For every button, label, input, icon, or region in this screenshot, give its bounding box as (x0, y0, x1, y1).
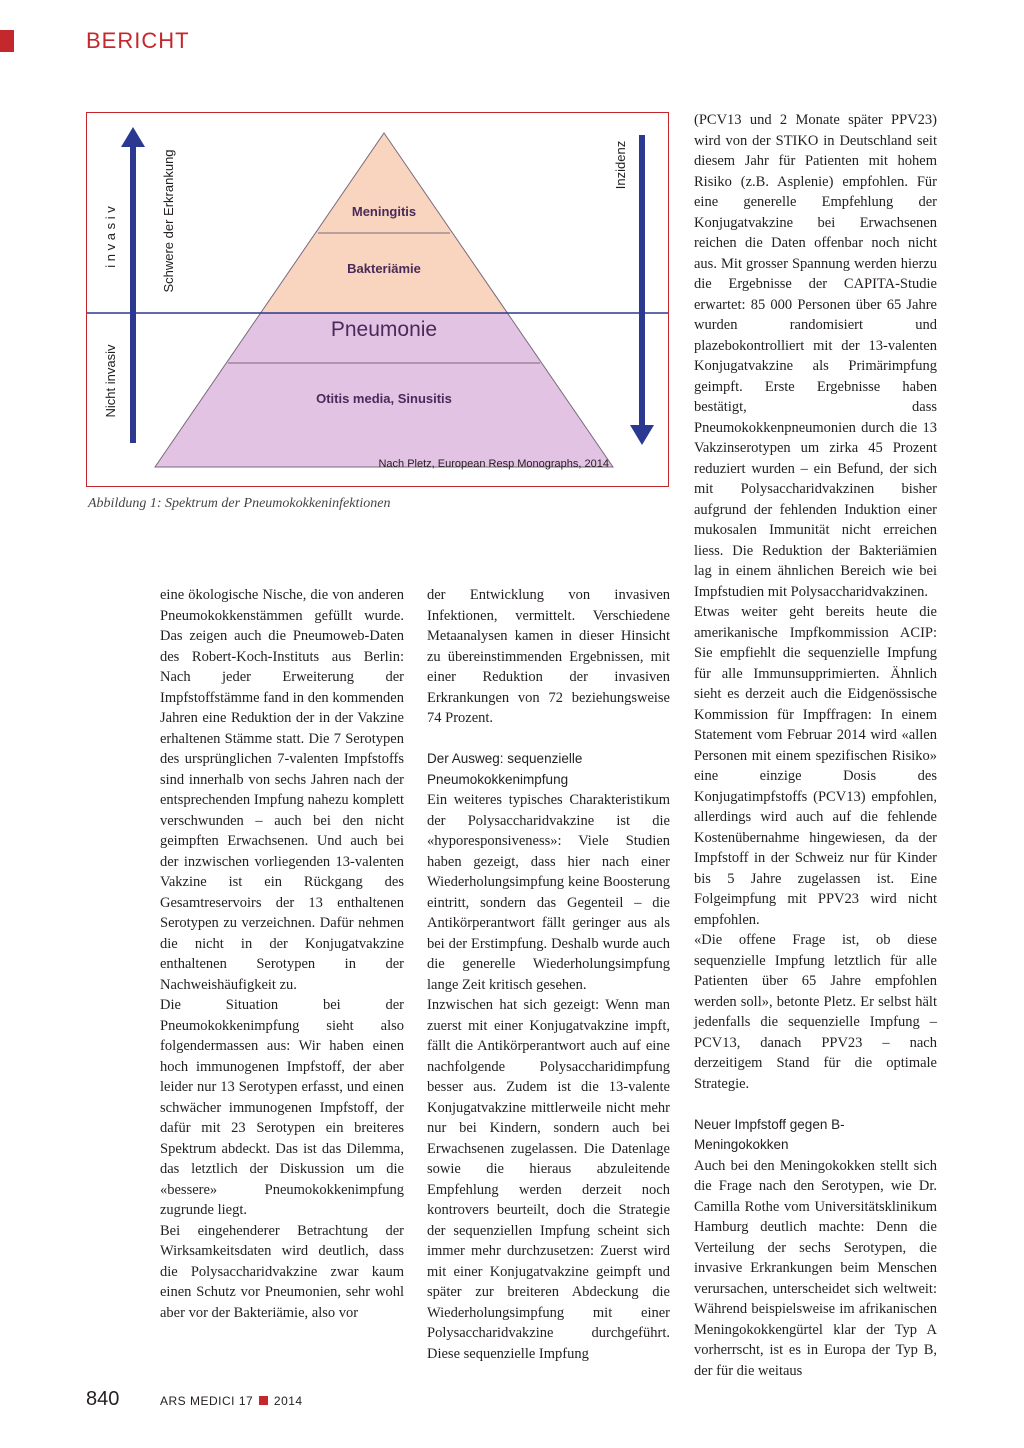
axis-label-noninvasive: Nicht invasiv (103, 344, 118, 418)
level-otitis: Otitis media, Sinusitis (316, 391, 452, 406)
figure-caption: Abbildung 1: Spektrum der Pneumokokkeninfektionen (88, 496, 391, 511)
level-bakteriaemie: Bakteriämie (347, 261, 421, 276)
axis-label-incidence: Inzidenz (613, 140, 628, 190)
paragraph: Bei eingehenderer Betrachtung der Wirksamkeitsdaten wird deutlich, dass die Polysaccharidvakzine zwar kaum einen Schutz vor Pneumonien, sehr wohl aber vor der Bakteriämie, also vor (160, 1222, 404, 1321)
section-marker (0, 30, 14, 52)
journal-name: ARS MEDICI 17 (160, 1394, 254, 1408)
page-number: 840 (86, 1388, 120, 1410)
paragraph: Ein weiteres typisches Charakteristikum der Polysaccharidvakzine ist die «hyporesponsiveness»: Viele Studien haben gezeigt, dass hier nach einer Wiederholungsimpfung keine Boosterung eintritt, sondern das Gegenteil – die Antikörperantwort fällt geringer aus als bei der Erstimpfung. Deshalb wurde auch die generelle Wiederholungsimpfung lange Zeit kritisch gesehen. (427, 792, 670, 993)
figure-pyramid (86, 112, 669, 487)
subheading: Neuer Impfstoff gegen B-Meningokokken (694, 1116, 845, 1152)
text-column-3 (694, 110, 937, 1381)
paragraph: der Entwicklung von invasiven Infektionen, vermittelt. Verschiedene Metaanalysen kamen in dieser Hinsicht zu übereinstimmenden Ergebnissen, mit einer Reduktion der invasiven Erkrankungen von 72 beziehungsweise 74 Prozent. (427, 587, 670, 726)
axis-label-invasive: i n v a s i v (103, 206, 118, 268)
paragraph: Auch bei den Meningokokken stellt sich die Frage nach den Serotypen, wie Dr. Camilla Rothe vom Universitätsklinikum Hamburg deutlich machte: Denn die Verteilung der sechs Serotypen, die invasive Erkrankungen beim Menschen verursachen, unterscheidet sich weltweit: Während beispielsweise im afrikanischen Meningokokkengürtel klar der Typ A vorherrscht, ist es in Europa der Typ B, der für die weitaus (694, 1157, 937, 1379)
paragraph: Inzwischen hat sich gezeigt: Wenn man zuerst mit einer Konjugatvakzine impft, fällt die Antikörperantwort auch auf eine nachfolgende Polysaccharidimpfung besser aus. Zudem ist die 13-valente Konjugatvakzine mittlerweile nicht mehr nur bei Kindern, sondern auch bei Erwachsenen zugelassen. Die Datenlage sowie die hieraus abzuleitende Empfehlung werden derzeit noch kontrovers beurteilt, doch die Strategie der sequenziellen Impfung scheint sich immer mehr durchzusetzen: Zuerst wird mit einer Konjugatvakzine geimpft und später zur breiteren Abdeckung die Wiederholungsimpfung mit einer Polysaccharidvakzine durchgeführt. Diese sequenzielle Impfung (427, 997, 670, 1362)
subheading: Der Ausweg: sequenzielle Pneumokokkenimpfung (427, 751, 583, 787)
journal-year: 2014 (273, 1394, 303, 1408)
paragraph: (PCV13 und 2 Monate später PPV23) wird von der STIKO in Deutschland seit diesem Jahr für Patienten mit hohem Risiko (z.B. Asplenie) empfohlen. Für eine generelle Empfehlung der Konjugatvakzine bei Erwachsenen reichen die Daten offenbar noch nicht aus. Mit grosser Spannung werden hierzu die Ergebnisse der CAPITA-Studie erwartet: 85 000 Personen über 65 Jahre wurden randomisiert und plazebokontrolliert mit der 13-valenten Konjugatvakzine als Primärimpfung geimpft. Erste Ergebnisse haben bestätigt, dass Pneumokokkenpneumonien durch die 13 Vakzinserotypen um zirka 45 Prozent reduziert wurden – ein Befund, der sich mit Polysaccharidvakzinen bisher aufgrund der fehlenden Induktion einer mukosalen Immunität nicht erreichen liess. Die Reduktion der Bakteriämien lag in einem ähnlichen Bereich wie bei Impfstudien mit Polysaccharidvakzinen. (694, 112, 937, 600)
footer-marker (259, 1396, 268, 1405)
invasive-section (261, 133, 507, 313)
text-column-1 (160, 585, 404, 1323)
paragraph: eine ökologische Nische, die von anderen Pneumokokkenstämmen gefüllt wurde. Das zeigen auch die Pneumoweb-Daten des Robert-Koch-Instituts aus Berlin: Nach jeder Erweiterung der Impfstoffstämme fand in den kommenden Jahren eine Reduktion der in der Vakzine erhaltenen Stämme statt. Die 7 Serotypen des ursprünglichen 7-valenten Impfstoffs sind innerhalb von sechs Jahren nach der entsprechenden Impfung nahezu komplett verschwunden – auch bei den nicht geimpften Erwachsenen. Und auch bei der inzwischen vorliegenden 13-valenten Vakzine ist ein Rückgang des Gesamtreservoirs der 13 enthaltenen Serotypen zu verzeichnen. Dafür nehmen die nicht in der Konjugatvakzine enthaltenen Serotypen in der Nachweishäufigkeit zu. (160, 587, 404, 993)
figure-source: Nach Pletz, European Resp Monographs, 2014 (378, 458, 609, 470)
arrow-up-icon (121, 127, 145, 147)
paragraph: Die Situation bei der Pneumokokkenimpfung sieht also folgendermassen aus: Wir haben einen hoch immunogenen Impfstoff, der aber leider nur 13 Serotypen erfasst, und einen schwächer immunogenen Impfstoff, der dafür mit 23 Serotypen ein breiteres Spektrum abdeckt. Das ist das Dilemma, das letztlich der Diskussion um die «bessere» Pneumokokkenimpfung zugrunde liegt. (160, 997, 404, 1218)
text-column-2 (427, 585, 670, 1364)
axis-label-severity: Schwere der Erkrankung (161, 149, 176, 293)
section-label: BERICHT (86, 28, 190, 53)
arrow-down-icon (630, 425, 654, 445)
journal-footer (160, 1394, 303, 1408)
pyramid-diagram (87, 113, 668, 486)
paragraph: Etwas weiter geht bereits heute die amerikanische Impfkommission ACIP: Sie empfiehlt die sequenzielle Impfung für alle Immunsupprimierten. Ähnlich sieht es derzeit auch die Eidgenössische Kommission für Impffragen: In einem Statement vom Februar 2014 wird «allen Personen mit einem spezifischen Risiko» eine einzige Dosis des Konjugatimpfstoffs (PCV13) empfohlen, allerdings wird auch auf die fehlende Kostenübernahme hingewiesen, da der Impfstoff in der Schweiz nur für Kinder bis 5 Jahre zugelassen ist. Eine Folgeimpfung mit PPV23 wird nicht empfohlen. (694, 604, 937, 928)
level-meningitis: Meningitis (351, 204, 417, 219)
paragraph: «Die offene Frage ist, ob diese sequenzielle Impfung letztlich für alle Patienten über 65 Jahre empfohlen werden soll», betonte Pletz. Er selbst hält jedenfalls die sequenzielle Impfung – PCV13, danach PPV23 – nach derzeitigem Stand für die optimale Strategie. (694, 932, 937, 1092)
level-pneumonie: Pneumonie (330, 318, 438, 341)
